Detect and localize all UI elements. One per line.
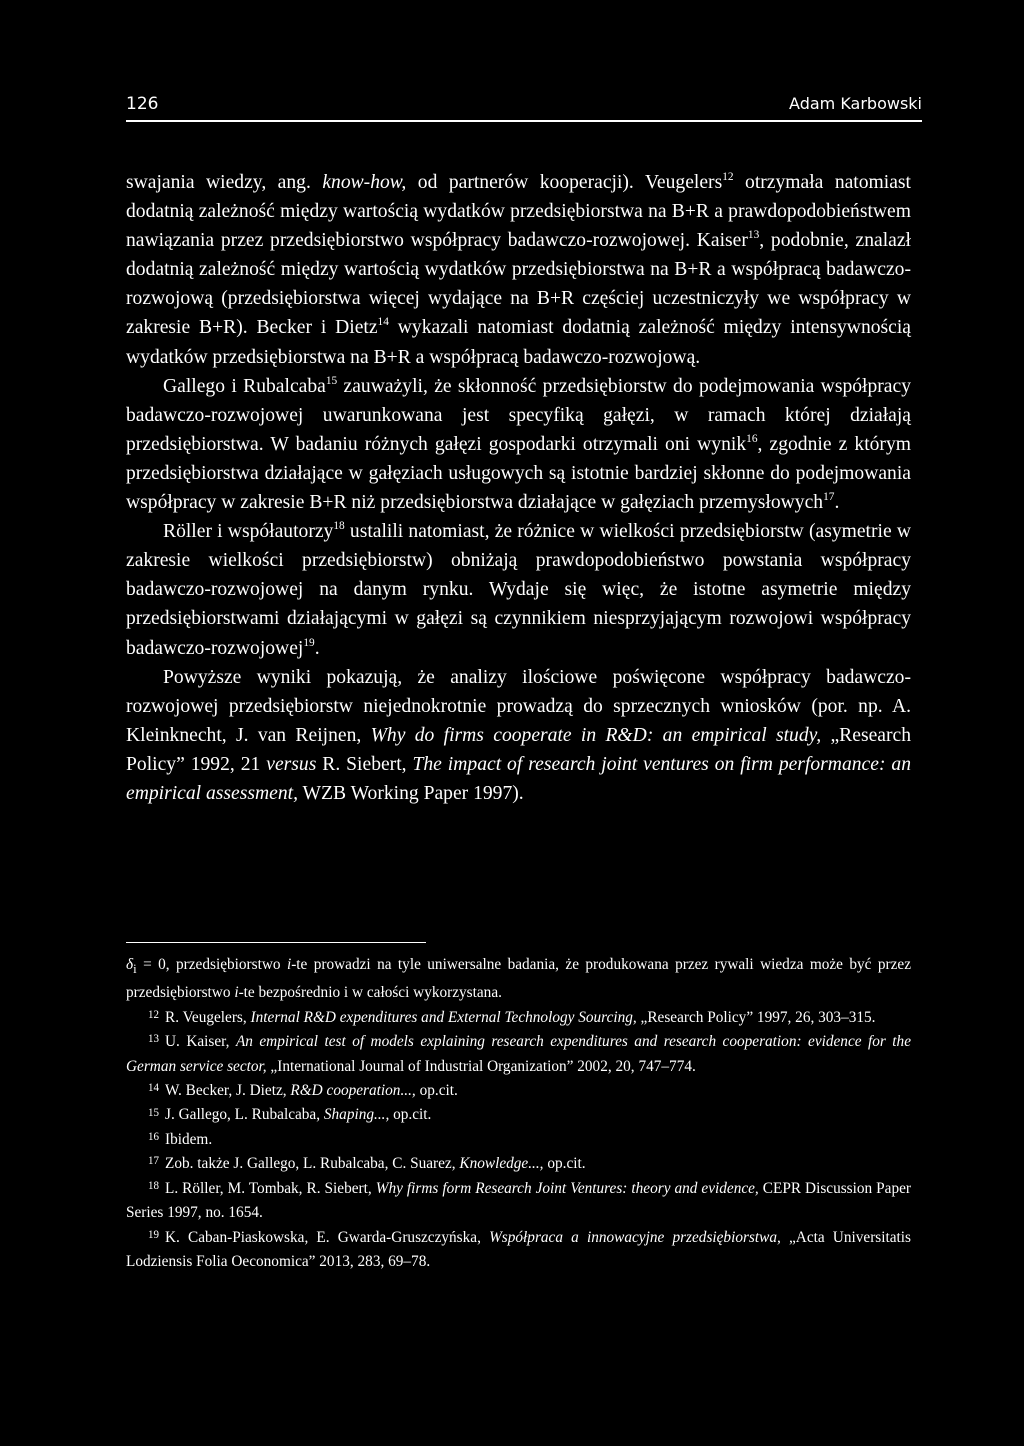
italic-title: Knowledge..., [459, 1155, 544, 1173]
italic-title: Shaping..., [323, 1106, 390, 1124]
footnote-13 [126, 1030, 911, 1079]
footnote-number: 19 [148, 1228, 159, 1241]
italic-title: Współpraca a innowacyjne przedsiębiorstwa, [489, 1228, 781, 1246]
text-run: R. Siebert, [316, 753, 413, 775]
text-run: . [834, 492, 840, 514]
text-run: WZB Working Paper 1997). [297, 782, 524, 804]
text-run: Ibidem. [165, 1130, 213, 1148]
text-run: , zgodnie z którym przedsiębiorstwa działające w gałęziach usługowych są istotnie bardziej skłonne do podejmowania współpracy w zakresie B+R niż przedsiębiorstwa działające w gałęziach przemysłowych [126, 433, 911, 514]
footnote-18 [126, 1177, 911, 1226]
text-run: -te prowadzi na tyle uniwersalne badania, że produkowana przez rywali wiedza może być przez przedsiębiorstwo [126, 956, 911, 1002]
footnote-number: 12 [148, 1009, 159, 1022]
text-run: R. Veugelers, [165, 1008, 251, 1026]
text-run: W. Becker, J. Dietz, [165, 1082, 291, 1100]
text-run: ustalili natomiast, że różnice w wielkości przedsiębiorstw (asymetrie w zakresie wielkości przedsiębiorstw) obniżają prawdopodobieństwo powstania współpracy badawczo-rozwojowej na danym rynku. Wydaje się więc, że istotne asymetrie między przedsiębiorstwami działającymi w gałęzi są czynnikiem niesprzyjającym rozwojowi współpracy badawczo-rozwojowej [126, 521, 911, 659]
italic-term: know-how, [322, 172, 407, 193]
text-run: Zob. także J. Gallego, L. Rubalcaba, C. Suarez, [165, 1155, 460, 1173]
text-run: op.cit. [389, 1106, 432, 1124]
footnote-15 [126, 1103, 911, 1127]
math-variable: i [286, 956, 292, 973]
text-run: . [314, 637, 320, 659]
text-run: wykazali natomiast dodatnią zależność między intensywnością wydatków przedsiębiorstwa na B+R a współpracą badawczo-rozwojową. [126, 317, 911, 368]
footnote-ref-12[interactable]: 12 [722, 171, 734, 184]
text-run: op.cit. [415, 1082, 458, 1100]
footnote-16 [126, 1128, 911, 1152]
italic-title: Internal R&D expenditures and External Technology Sourcing, [250, 1008, 637, 1026]
paragraph [126, 517, 911, 662]
footnotes [126, 953, 911, 1274]
text-run: Gallego i Rubalcaba [163, 375, 326, 397]
math-variable: i [234, 984, 239, 1002]
running-head-author: Adam Karbowski [789, 94, 922, 113]
text-run: Röller i współautorzy [163, 521, 334, 543]
footnote-17 [126, 1152, 911, 1176]
text-run: Powyższe wyniki pokazują, że analizy ilościowe poświęcone współpracy badawczo-rozwojowej przedsiębiorstw niejednokrotnie prowadzą do sprzecznych wniosków (por. np. A. Kleinknecht, J. van Reijnen, [126, 666, 911, 746]
text-run: „Acta Universitatis Lodziensis Folia Oeconomica” 2013, 283, 69–78. [126, 1228, 911, 1270]
footnote-rule [126, 942, 426, 943]
text-run: otrzymała natomiast dodatnią zależność między wartością wydatków przedsiębiorstwa na B+R a prawdopodobieństwem nawiązania przez przedsiębiorstwo współpracy badawczo-rozwojowej. Kaiser [126, 172, 911, 252]
text-run: od partnerów kooperacji). Veugelers [406, 172, 723, 193]
math-symbol: δ [126, 956, 134, 973]
footnote-ref-14[interactable]: 14 [377, 316, 389, 329]
footnote-ref-15[interactable]: 15 [325, 374, 338, 387]
text-run: = 0, przedsiębiorstwo [136, 956, 287, 973]
text-run: op.cit. [543, 1155, 586, 1173]
text-run: , podobnie, znalazł dodatnią zależność między wartością wydatków przedsiębiorstwa na B+R a współpracą badawczo-rozwojową (przedsiębiorstwa więcej wydające na B+R częściej uczestniczyły we współpracy w zakresie B+R). Becker i Dietz [126, 230, 911, 339]
text-run: -te bezpośrednio i w całości wykorzystana. [238, 984, 502, 1002]
italic-title: Why firms form Research Joint Ventures: theory and evidence, [375, 1179, 759, 1197]
text-run: swajania wiedzy, ang. [126, 172, 323, 193]
italic-title: R&D cooperation..., [290, 1082, 416, 1100]
italic-title: An empirical test of models explaining research expenditures and research cooperation: evidence for the German service sector, [126, 1033, 911, 1075]
text-run: „Research Policy” 1997, 26, 303–315. [636, 1008, 876, 1026]
footnote-number: 16 [148, 1131, 159, 1144]
footnote-ref-16[interactable]: 16 [746, 432, 758, 445]
italic-term: versus [266, 753, 317, 775]
page-number: 126 [126, 94, 159, 114]
text-run: „International Journal of Industrial Organization” 2002, 20, 747–774. [266, 1057, 696, 1075]
footnote-number: 18 [148, 1179, 159, 1192]
text-run: J. Gallego, L. Rubalcaba, [165, 1106, 324, 1124]
math-subscript: i [133, 962, 137, 977]
footnote-number: 17 [148, 1155, 159, 1168]
italic-title: Why do firms cooperate in R&D: an empirical study, [370, 724, 822, 746]
text-run: K. Caban-Piaskowska, E. Gwarda-Gruszczyńska, [165, 1228, 490, 1246]
text-run: U. Kaiser, [165, 1033, 236, 1051]
paragraph [126, 372, 911, 517]
header-rule [126, 120, 922, 122]
text-run: CEPR Discussion Paper Series 1997, no. 1654. [126, 1179, 912, 1222]
paragraph [126, 663, 911, 808]
footnote-14 [126, 1079, 911, 1103]
text-run: L. Röller, M. Tombak, R. Siebert, [165, 1179, 376, 1197]
footnote-number: 14 [148, 1082, 159, 1095]
footnote-ref-18[interactable]: 18 [333, 520, 345, 533]
text-run: zauważyli, że skłonność przedsiębiorstw do podejmowania współpracy badawczo-rozwojowej uwarunkowana jest specyfiką gałęzi, w ramach której działają przedsiębiorstwa. W badaniu różnych gałęzi gospodarki otrzymali oni wynik [126, 375, 911, 455]
running-head [126, 94, 922, 120]
footnote-number: 15 [148, 1106, 159, 1119]
footnote-continuation [126, 953, 911, 1006]
italic-title: The impact of research joint ventures on firm performance: an empirical assessment, [126, 753, 911, 804]
footnote-19 [126, 1226, 911, 1275]
paragraph [126, 168, 911, 372]
footnote-12 [126, 1006, 911, 1030]
footnote-ref-17[interactable]: 17 [823, 491, 835, 504]
main-text [126, 168, 911, 808]
footnote-ref-13[interactable]: 13 [747, 229, 760, 242]
footnote-ref-19[interactable]: 19 [303, 636, 315, 649]
text-run: „Research Policy” 1992, 21 [126, 724, 911, 775]
footnote-number: 13 [148, 1033, 159, 1046]
